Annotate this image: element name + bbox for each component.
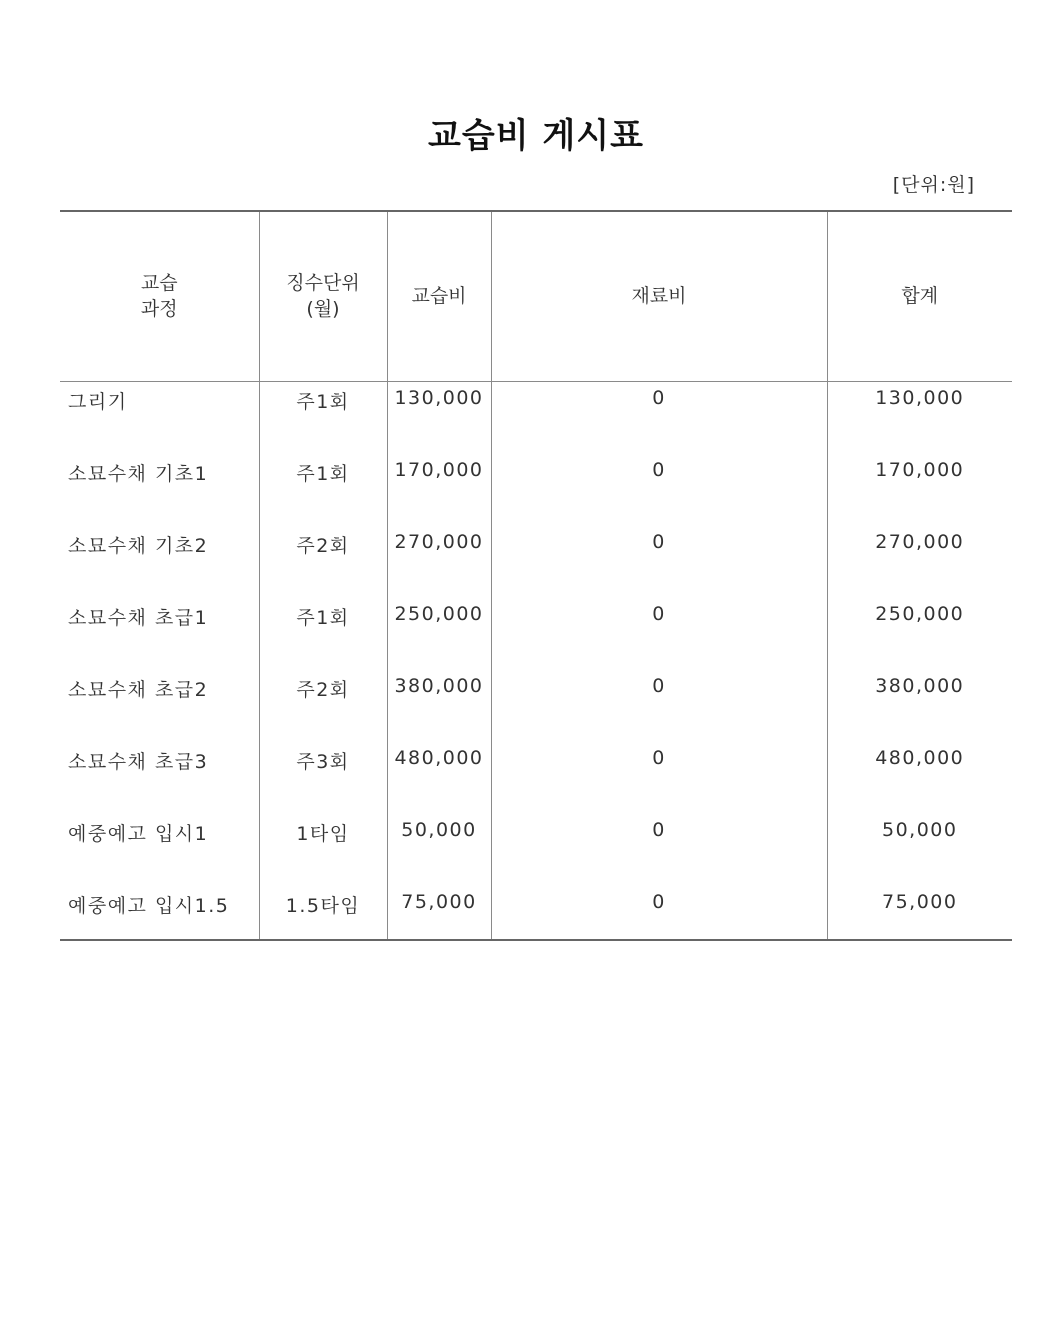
header-course-line2: 과정: [140, 298, 178, 321]
header-billing-unit-line1: 징수단위: [286, 272, 360, 295]
cell-billing-unit: 주3회: [259, 742, 387, 814]
header-tuition: 교습비: [387, 211, 491, 381]
cell-materials: 0: [491, 886, 827, 940]
header-total: 합계: [827, 211, 1012, 381]
header-billing-unit: [259, 211, 387, 381]
cell-materials: 0: [491, 670, 827, 742]
header-materials: 재료비: [491, 211, 827, 381]
cell-billing-unit: 주1회: [259, 381, 387, 454]
table-row: [60, 670, 1012, 742]
table-row: [60, 381, 1012, 454]
table-row: [60, 598, 1012, 670]
table-row: [60, 886, 1012, 940]
cell-materials: 0: [491, 598, 827, 670]
cell-tuition: 380,000: [387, 670, 491, 742]
cell-materials: 0: [491, 742, 827, 814]
cell-course: 소묘수채 기초1: [68, 462, 209, 485]
table-row: [60, 526, 1012, 598]
cell-total: 50,000: [827, 814, 1012, 886]
cell-course: 예중예고 입시1.5: [60, 886, 259, 940]
cell-tuition: 270,000: [387, 526, 491, 598]
cell-course: 소묘수채 기초2: [68, 534, 209, 557]
cell-total: 170,000: [827, 454, 1012, 526]
cell-total: 75,000: [827, 886, 1012, 940]
cell-tuition: 170,000: [387, 454, 491, 526]
cell-tuition: 50,000: [387, 814, 491, 886]
cell-billing-unit: 주2회: [259, 670, 387, 742]
cell-total: 380,000: [827, 670, 1012, 742]
header-course-line1: 교습: [140, 272, 178, 295]
cell-total: 480,000: [827, 742, 1012, 814]
cell-total: 270,000: [827, 526, 1012, 598]
cell-materials: 0: [491, 526, 827, 598]
cell-materials: 0: [491, 381, 827, 454]
cell-course: 예중예고 입시1: [68, 822, 209, 845]
cell-course: 소묘수채 초급2: [68, 678, 209, 701]
cell-tuition: 130,000: [387, 381, 491, 454]
cell-tuition: 480,000: [387, 742, 491, 814]
cell-billing-unit: 주2회: [259, 526, 387, 598]
table-row: [60, 742, 1012, 814]
cell-course: 소묘수채 초급3: [68, 750, 209, 773]
table-header-row: [60, 211, 1012, 381]
cell-billing-unit: 주1회: [259, 454, 387, 526]
cell-total: 130,000: [827, 381, 1012, 454]
cell-tuition: 75,000: [387, 886, 491, 940]
cell-tuition: 250,000: [387, 598, 491, 670]
unit-note: [단위:원]: [892, 174, 975, 196]
cell-course: 소묘수채 초급1: [68, 606, 209, 629]
cell-total: 250,000: [827, 598, 1012, 670]
cell-materials: 0: [491, 454, 827, 526]
cell-materials: 0: [491, 814, 827, 886]
table-row: [60, 454, 1012, 526]
header-billing-unit-line2: (월): [306, 298, 340, 321]
cell-course: 그리기: [68, 390, 128, 413]
tuition-table: [60, 210, 1012, 941]
table-row: [60, 814, 1012, 886]
cell-billing-unit: 1타임: [259, 814, 387, 886]
cell-billing-unit: 주1회: [259, 598, 387, 670]
header-course: [60, 211, 259, 381]
cell-billing-unit: 1.5타임: [259, 886, 387, 940]
page-title: 교습비 게시표: [428, 116, 644, 156]
